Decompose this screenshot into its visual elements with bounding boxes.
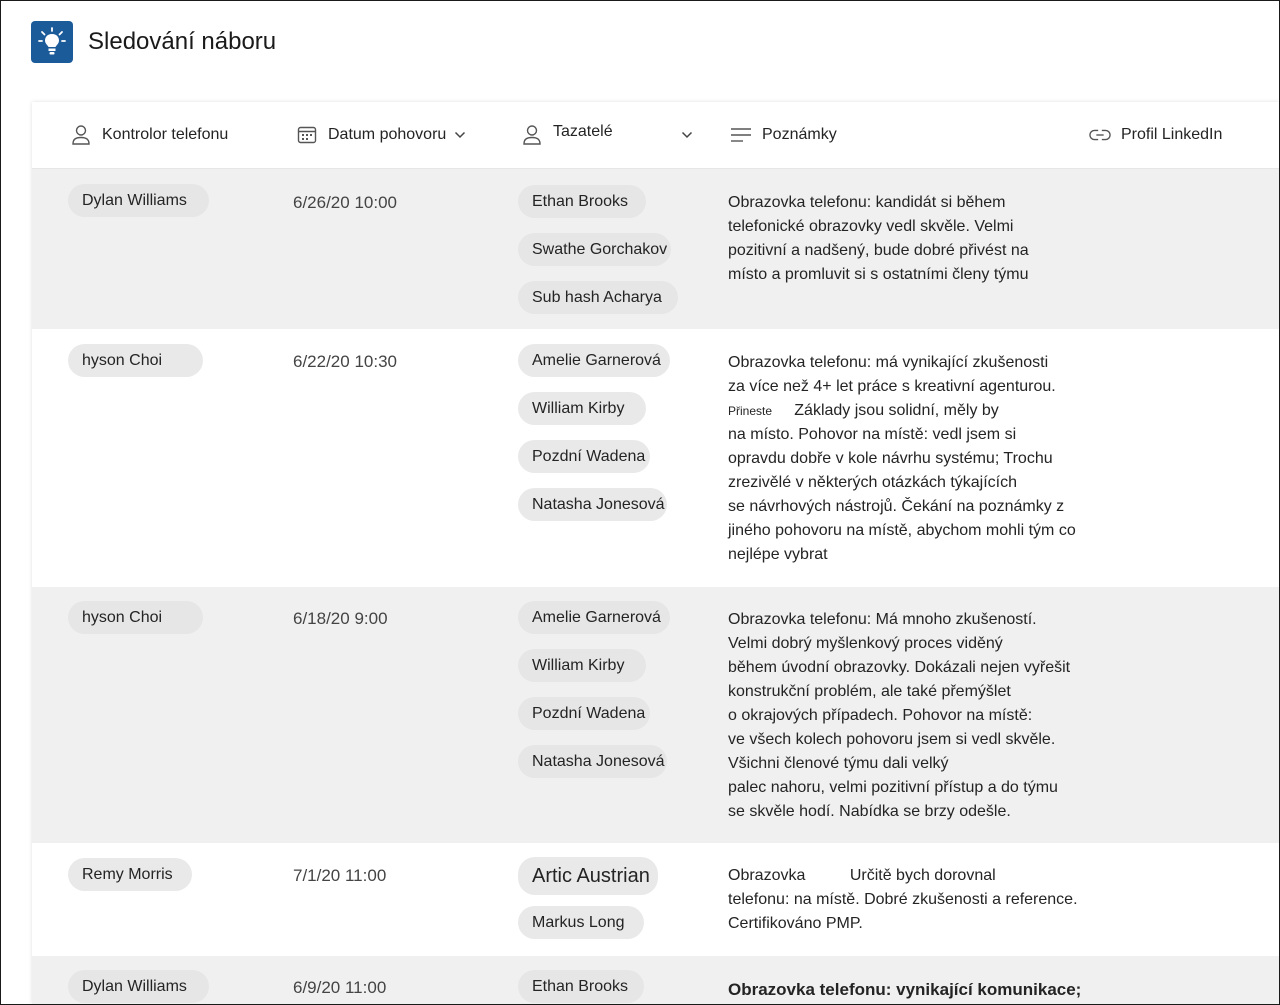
notes-line: palec nahoru, velmi pozitivní přístup a do týmu: [728, 779, 1058, 796]
screener-pill[interactable]: hyson Choi: [68, 601, 203, 634]
column-header-linkedin-label: Profil LinkedIn: [1121, 126, 1223, 143]
link-icon: [1089, 124, 1111, 146]
column-header-date[interactable]: [296, 102, 466, 168]
interviewer-pill[interactable]: Pozdní Wadena: [518, 697, 650, 730]
notes-line: místo a promluvit si s ostatními členy týmu: [728, 266, 1029, 283]
notes-text: [728, 608, 1088, 824]
column-header-date-label: Datum pohovoru: [328, 126, 447, 143]
notes-line: telefonu: na místě. Dobré zkušenosti a reference.: [728, 891, 1078, 908]
notes-text: [728, 864, 1088, 936]
notes-line: nejlépe vybrat: [728, 546, 828, 563]
column-header-interviewers[interactable]: [521, 102, 693, 168]
notes-line: konstrukční problém, ale také přemýšlet: [728, 683, 1011, 700]
interviewer-pill[interactable]: Pozdní Wadena: [518, 440, 650, 473]
interview-date: 6/22/20 10:30: [293, 352, 397, 371]
notes-line: [728, 864, 1088, 888]
table-row[interactable]: [32, 956, 1279, 1005]
column-header-interviewers-label: Tazatelé: [553, 123, 613, 140]
interview-date: 6/9/20 11:00: [293, 978, 387, 997]
notes-text: [728, 351, 1088, 567]
app-header: [31, 20, 276, 64]
person-icon: [521, 124, 543, 146]
notes-line: pozitivní a nadšený, bude dobré přivést na: [728, 242, 1029, 259]
column-header-linkedin[interactable]: [1089, 102, 1222, 168]
notes-line: [728, 399, 1088, 423]
notes-fragment: Určitě bych dorovnal: [849, 867, 996, 884]
column-header-notes-label: Poznámky: [762, 126, 837, 143]
interviewer-pill[interactable]: Amelie Garnerová: [518, 344, 670, 377]
screener-pill[interactable]: Remy Morris: [68, 858, 192, 891]
notes-line: Obrazovka telefonu: kandidát si během: [728, 194, 1006, 211]
interviewer-pill[interactable]: Sub hash Acharya: [518, 281, 678, 314]
interviewer-pill[interactable]: Natasha Jonesová: [518, 745, 667, 778]
notes-line: Všichni členové týmu dali velký: [728, 755, 949, 772]
interviewer-pill[interactable]: Ethan Brooks: [518, 970, 644, 1003]
chevron-down-icon[interactable]: [454, 131, 466, 139]
table-row[interactable]: [32, 587, 1279, 843]
person-icon: [70, 124, 92, 146]
screener-pill[interactable]: Dylan Williams: [68, 184, 209, 217]
interviewer-pill[interactable]: Ethan Brooks: [518, 185, 646, 218]
interview-date: 7/1/20 11:00: [293, 866, 387, 885]
interviewer-pill[interactable]: Natasha Jonesová: [518, 488, 667, 521]
interviewer-pill[interactable]: William Kirby: [518, 649, 646, 682]
app-logo: [31, 21, 73, 63]
column-header-notes[interactable]: [730, 102, 837, 168]
notes-line: během úvodní obrazovky. Dokázali nejen vyřešit: [728, 659, 1071, 676]
notes-line: jiného pohovoru na místě, abychom mohli tým co: [728, 522, 1076, 539]
app-title: Sledování náboru: [88, 28, 277, 55]
notes-line: telefonické obrazovky vedl skvěle. Velmi: [728, 218, 1014, 235]
notes-line: Velmi dobrý myšlenkový proces viděný: [728, 635, 1003, 652]
notes-text: [728, 191, 1088, 287]
notes-fragment: Základy jsou solidní, měly by: [794, 402, 999, 419]
text-lines-icon: [730, 124, 752, 146]
table-row[interactable]: [32, 330, 1279, 586]
chevron-down-icon[interactable]: [681, 131, 693, 139]
notes-text: [728, 978, 1088, 1002]
column-header-screener-label: Kontrolor telefonu: [102, 126, 229, 143]
notes-line: Obrazovka telefonu: vynikající komunikace;: [728, 980, 1082, 999]
notes-line: Obrazovka telefonu: Má mnoho zkušeností.: [728, 611, 1037, 628]
notes-line: se návrhových nástrojů. Čekání na poznámky z: [728, 498, 1065, 515]
notes-line: ve všech kolech pohovoru jsem si vedl skvěle.: [728, 731, 1056, 748]
interviewer-pill[interactable]: Artic Austrian: [518, 857, 658, 895]
recruiting-list: [32, 102, 1279, 1004]
screener-pill[interactable]: Dylan Williams: [68, 970, 209, 1003]
lightbulb-icon: [38, 27, 66, 57]
notes-line: o okrajových případech. Pohovor na místě:: [728, 707, 1033, 724]
column-header-screener[interactable]: [70, 102, 228, 168]
interviewer-pill[interactable]: William Kirby: [518, 392, 646, 425]
notes-line: na místo. Pohovor na místě: vedl jsem si: [728, 426, 1017, 443]
table-row[interactable]: [32, 169, 1279, 329]
notes-line: se skvěle hodí. Nabídka se brzy odešle.: [728, 803, 1011, 820]
notes-fragment: Obrazovka: [728, 867, 806, 884]
notes-small-word: Přineste: [728, 404, 773, 418]
table-row[interactable]: [32, 844, 1279, 955]
notes-line: Certifikováno PMP.: [728, 915, 863, 932]
column-header-row: [32, 102, 1279, 169]
notes-line: zrezivělé v některých otázkách týkajících: [728, 474, 1018, 491]
notes-line: za více než 4+ let práce s kreativní agenturou.: [728, 378, 1056, 395]
calendar-icon: [296, 124, 318, 146]
interviewer-pill[interactable]: Markus Long: [518, 906, 644, 939]
screener-pill[interactable]: hyson Choi: [68, 344, 203, 377]
interview-date: 6/18/20 9:00: [293, 609, 388, 628]
interview-date: 6/26/20 10:00: [293, 193, 397, 212]
notes-line: Obrazovka telefonu: má vynikající zkušenosti: [728, 354, 1049, 371]
interviewer-pill[interactable]: Amelie Garnerová: [518, 601, 670, 634]
interviewer-pill[interactable]: Swathe Gorchakov: [518, 233, 671, 266]
notes-line: opravdu dobře v kole návrhu systému; Trochu: [728, 450, 1053, 467]
